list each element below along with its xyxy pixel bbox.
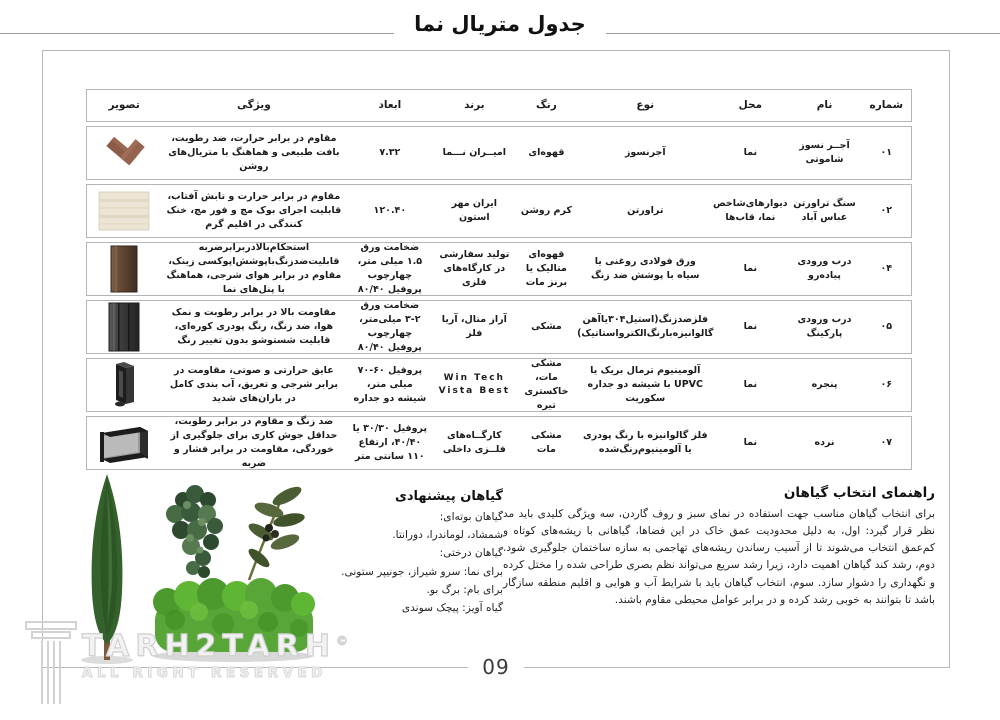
plant-guide-title: راهنمای انتخاب گیاهان — [783, 485, 935, 501]
header-color: رنگ — [536, 98, 557, 111]
watermark-brand: TARH2TARH© — [82, 629, 354, 664]
row-brand: آراز متال، آریا فلز — [441, 313, 507, 339]
row-number: ۰۴ — [880, 262, 893, 274]
column-logo-icon — [24, 614, 78, 710]
table-row — [86, 126, 912, 180]
watermark — [24, 614, 354, 710]
row-brand: کارگــاه‌های فلــزی داخلی — [442, 429, 506, 455]
title-rule-right — [606, 33, 1000, 34]
row-features: ضد زنگ و مقاوم در برابر رطوبت، حداقل جوش کاری برای جلوگیری از خوردگی، مقاومت در برابر فشار و ضربه — [170, 415, 338, 470]
row-type: تراورتن — [627, 204, 664, 216]
row-features: مقاوم در برابر حرارت، ضد رطوبت، بافت طبیعی و هماهنگ با متریال‌های روشن — [168, 132, 340, 173]
refractory-brick-image — [87, 127, 161, 179]
row-location: نما — [743, 146, 758, 158]
row-dimensions: ۷.۳۲ — [379, 146, 401, 158]
list-item: گیاهان درختی: — [439, 547, 503, 560]
travertine-stone-image — [87, 185, 161, 237]
row-dimensions: ضخامت ورق ۲-۳ میلی‌متر، چهارچوب پروفیل ۸۰/۴۰ — [357, 299, 422, 354]
list-item: برای نما: سرو شیراز، جونیپر ستونی. — [341, 565, 503, 578]
row-location: دیوارهای‌شاخص نما، قاب‌ها — [712, 197, 788, 223]
row-color: کرم روشن — [520, 204, 572, 216]
copyright-icon: © — [336, 634, 354, 648]
row-features: استحکام‌بالادربرابرضربه قابلیت‌ضدزنگ‌باپوشش‌اپوکسی زینک، مقاوم در برابر هوای شرجی، هماهنگ با پنل‌های نما — [166, 241, 342, 296]
suggested-plants-title: گیاهان پیشنهادی — [394, 489, 503, 504]
row-name: درب ورودی پارکینگ — [797, 313, 852, 339]
row-type: ورق فولادی روغنی یا سیاه با پوشش ضد زنگ — [591, 255, 700, 281]
header-name: نام — [816, 98, 833, 111]
row-brand: Win Tech Vista Best — [438, 372, 510, 396]
ivy-plant-image — [166, 485, 223, 578]
page-number: 09 — [468, 655, 523, 679]
row-location: نما — [743, 436, 758, 448]
row-number: ۰۲ — [880, 204, 893, 216]
title-section — [0, 12, 1000, 36]
header-type: نوع — [636, 98, 655, 111]
plant-guide-body: برای انتخاب گیاهان مناسب جهت استفاده در نمای سبز و روف گاردن، سه ویژگی کلیدی باید مد نظر قرار گیرد: اول، به دلیل محدودیت عمق خاک در این فضاها، گیاهانی با ریشه‌های کوتاه و کم‌عمق انتخاب می‌شوند تا از آسیب رساندن ریشه‌های تهاجمی به سازه ساختمان جلوگیری شود. دوم، رشد کند گیاهان اهمیت دارد، زیرا رشد سریع می‌تواند نظم بصری طراحی شده را مختل کرده و نگهداری را دشوار سازد. سوم، انتخاب گیاهان باید با شرایط آب و هوایی و اقلیم منطقه سازگار باشد تا بتوانند به خوبی رشد کرده و در برابر عوامل محیطی مقاوم باشند. — [503, 508, 935, 606]
row-brand: ایران مهر استون — [451, 197, 498, 223]
row-name: نرده — [814, 436, 835, 448]
row-color: مشکی مات — [531, 429, 562, 455]
title-rule-left — [0, 33, 394, 34]
row-number: ۰۱ — [880, 146, 893, 158]
row-name: آجــر نسوز شاموتی — [799, 139, 850, 165]
row-type: آلومینیوم ترمال بریک یا UPVC با شیشه دو جداره سکوریت — [587, 364, 704, 405]
header-number: شماره — [869, 98, 904, 111]
row-dimensions: پروفیل ۳۰/۳۰ یا ۴۰/۴۰، ارتفاع ۱۱۰ سانتی متر — [352, 422, 428, 463]
row-features: عایق حرارتی و صوتی، مقاومت در برابر شرجی و تعریق، آب بندی کامل در باران‌های شدید — [169, 364, 338, 405]
row-dimensions: ۱۲۰.۴۰ — [373, 204, 407, 216]
table-header-row — [86, 89, 912, 122]
list-item: شمشاد، لوماندرا، دورانتا. — [392, 529, 503, 542]
parking-door-image — [87, 301, 161, 353]
row-name: پنجره — [811, 378, 838, 390]
window-profile-image — [87, 359, 161, 411]
watermark-rights: ALL RIGHT RESERVED — [82, 665, 327, 681]
row-name: سنگ تراورتن عباس آباد — [793, 197, 856, 223]
header-location: محل — [738, 98, 763, 111]
table-row — [86, 242, 912, 296]
header-brand: برند — [464, 98, 485, 111]
row-brand: تولید سفارشی در کارگاه‌های فلزی — [439, 248, 510, 289]
row-color: مشکی — [531, 320, 562, 332]
row-location: نما — [743, 320, 758, 332]
row-type: فلز گالوانیزه با رنگ پودری یا آلومینیوم‌رنگ‌شده — [583, 429, 708, 455]
row-features: مقاوم در برابر حرارت و تابش آفتاب، قابلیت اجرای بوک مچ و فور مچ، خنک کنندگی در اقلیم گرم — [166, 190, 342, 231]
list-item: گیاه آویز: پیچک سوندی — [401, 602, 503, 615]
row-type: فلزضدزنگ(استیل۳۰۴یاآهن گالوانیزه‌بارنگ‌الکترواستاتیک) — [577, 313, 714, 339]
material-table — [86, 89, 912, 470]
row-color: قهوه‌ای متالیک یا برنز مات — [525, 248, 568, 289]
row-name: درب ورودی پیاده‌رو — [797, 255, 852, 281]
header-image: تصویر — [108, 98, 140, 111]
header-dimensions: ابعاد — [378, 98, 402, 111]
row-number: ۰۶ — [880, 378, 893, 390]
row-brand: امیــران نـــما — [442, 146, 506, 158]
header-features: ویژگی — [237, 98, 271, 111]
row-features: مقاومت بالا در برابر رطوبت و نمک هوا، ضد زنگ، رنگ پودری کوره‌ای، قابلیت شستوشو بدون تغییر رنگ — [171, 306, 337, 347]
list-item: گیاهان بوته‌ای: — [439, 511, 503, 523]
row-number: ۰۷ — [880, 436, 893, 448]
railing-image — [87, 417, 161, 469]
table-row — [86, 300, 912, 354]
page-title: جدول متریال نما — [414, 12, 586, 36]
row-dimensions: ضخامت ورق ۱.۵ میلی متر، چهارچوب پروفیل ۸۰/۴۰ — [357, 241, 423, 296]
row-location: نما — [743, 262, 758, 274]
pedestrian-door-image — [87, 243, 161, 295]
table-row — [86, 416, 912, 470]
row-type: آجرنسوز — [624, 146, 666, 158]
plant-guide-section — [503, 485, 935, 609]
list-item: برای بام: برگ بو. — [426, 583, 503, 596]
row-color: قهوه‌ای — [528, 146, 565, 158]
row-location: نما — [743, 378, 758, 390]
table-row — [86, 184, 912, 238]
table-row — [86, 358, 912, 412]
suggested-plants-section — [323, 489, 503, 617]
row-color: مشکی مات، خاکستری تیره — [524, 357, 569, 412]
suggested-plants-list — [323, 508, 503, 617]
laurel-branch-image — [246, 483, 306, 580]
row-dimensions: پروفیل ۶۰-۷۰ میلی متر، شیشه دو جداره — [353, 364, 427, 405]
row-number: ۰۵ — [880, 320, 893, 332]
